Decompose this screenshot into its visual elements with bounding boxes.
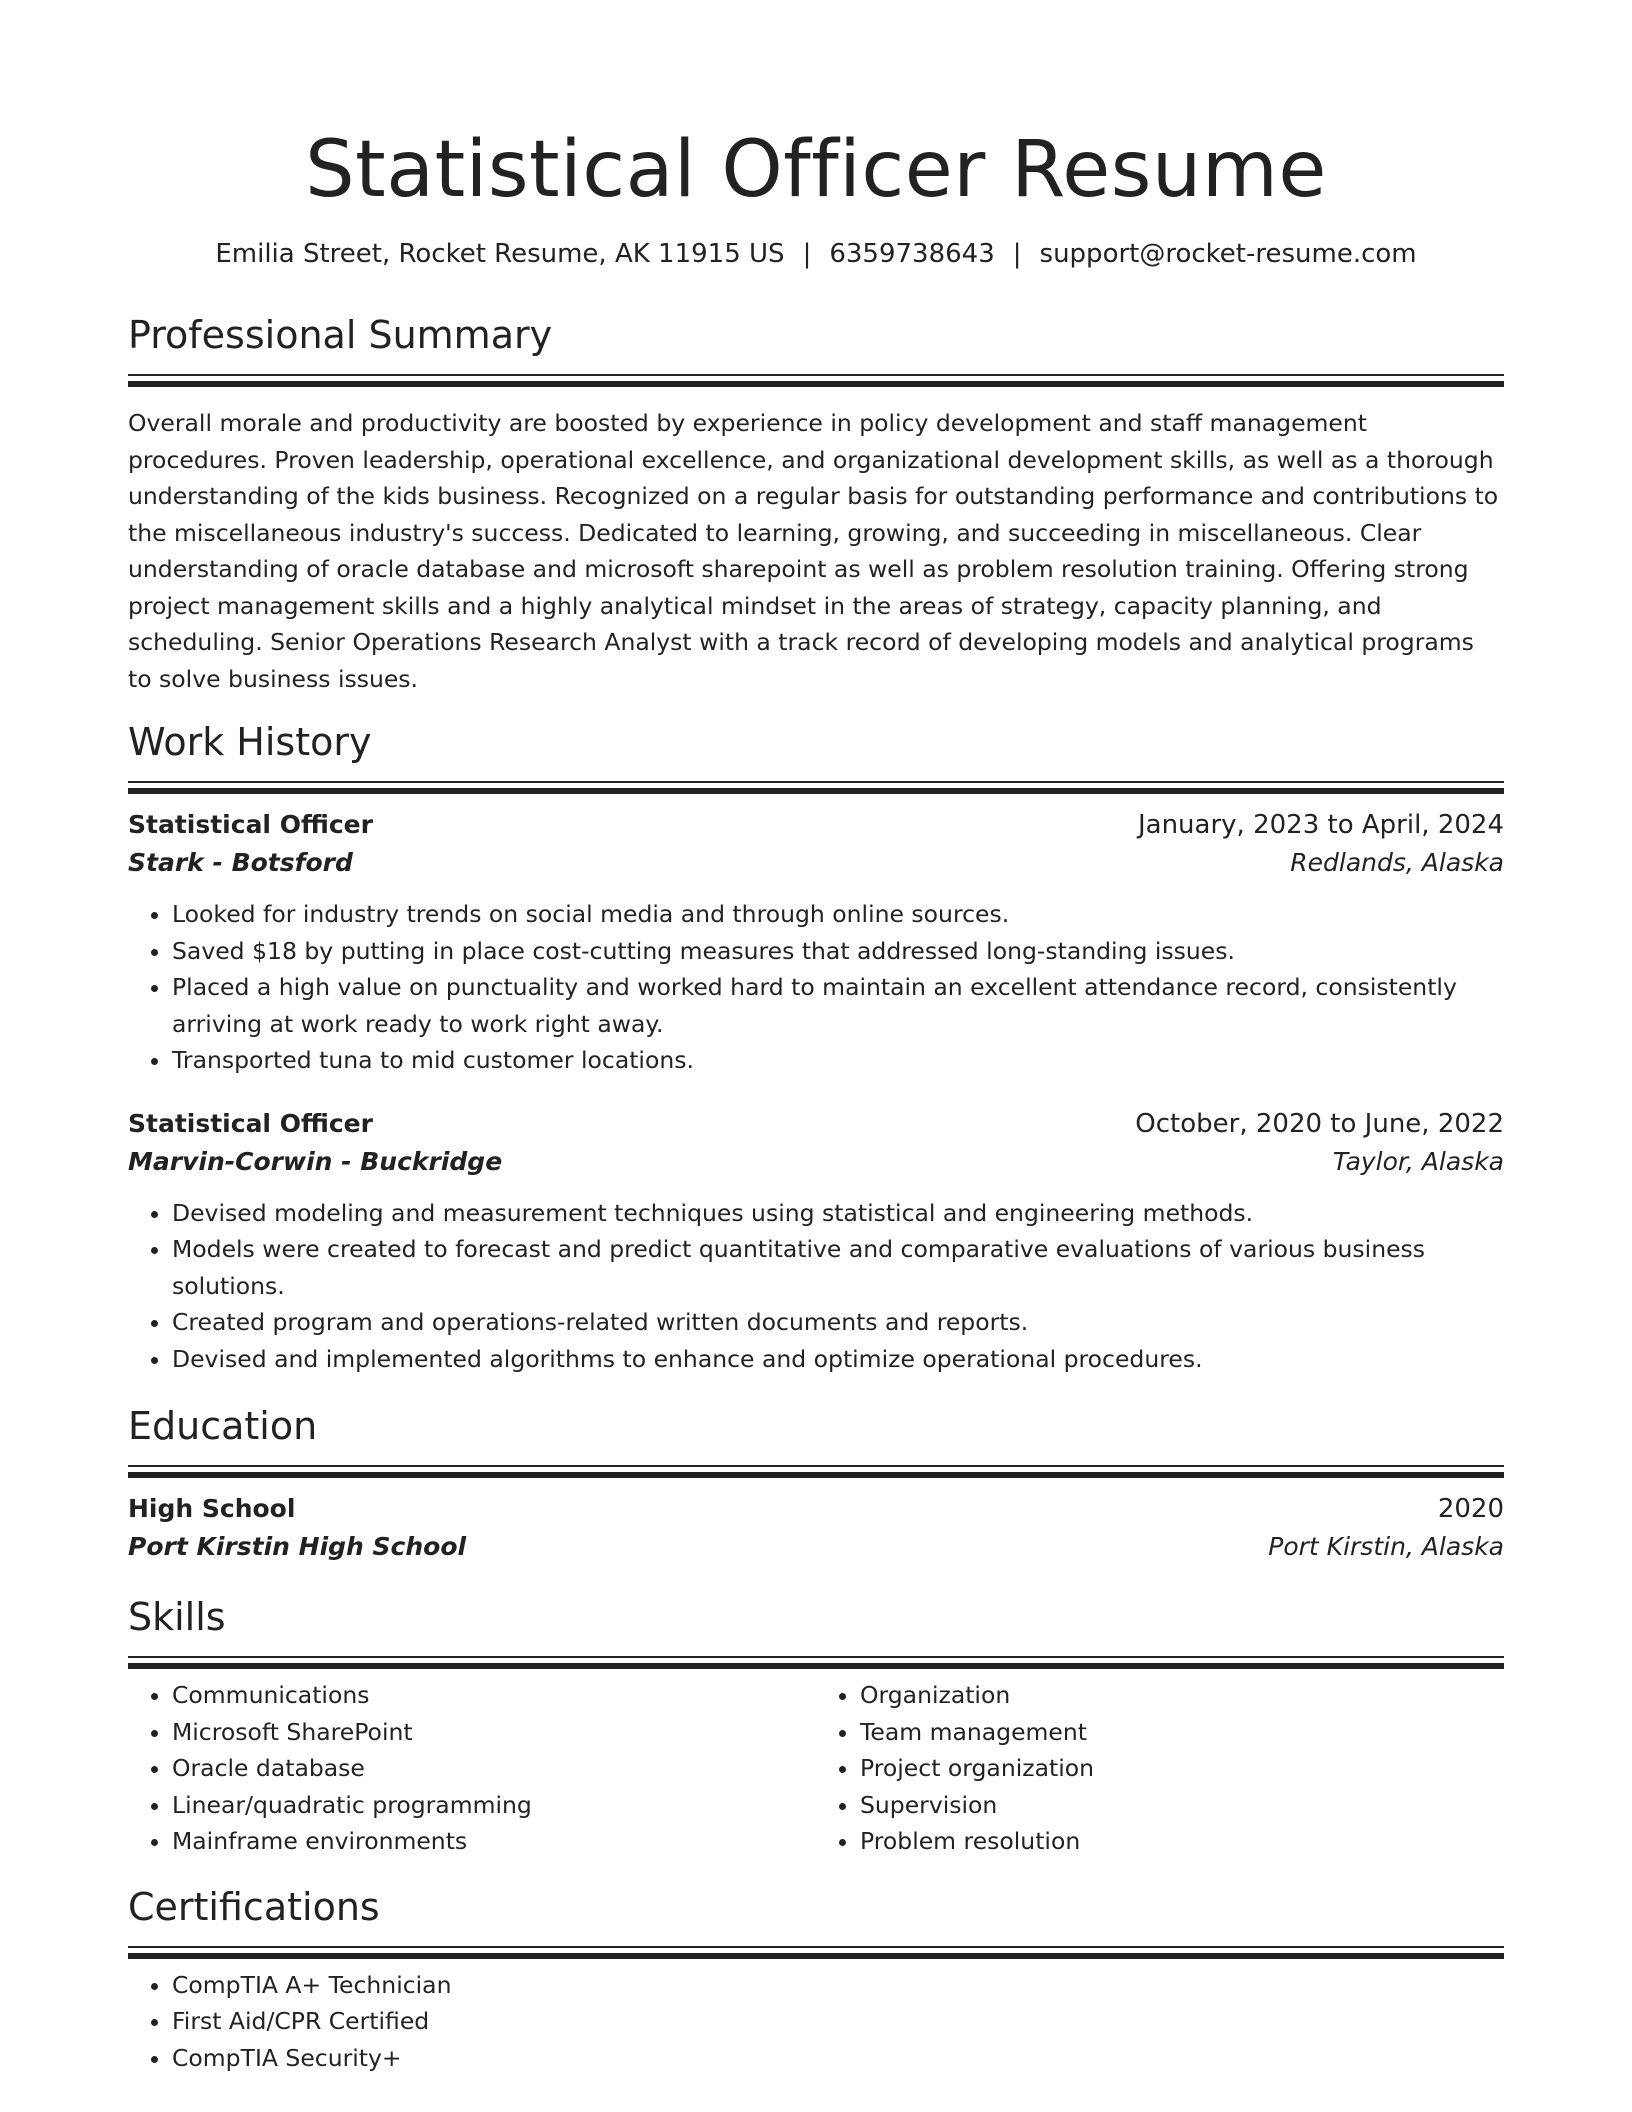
job-dates: October, 2020 to June, 2022 <box>1135 1108 1504 1139</box>
certification-item: • CompTIA A+ Technician <box>172 1967 1504 2004</box>
contact-phone: 6359738643 <box>829 239 995 269</box>
job-location: Redlands, Alaska <box>1290 848 1504 877</box>
contact-email: support@rocket-resume.com <box>1039 239 1417 269</box>
section-divider <box>128 1946 1504 1953</box>
job-entry <box>128 806 1504 1079</box>
contact-line <box>128 236 1504 272</box>
section-education-header <box>128 1401 1504 1472</box>
skill-item: • Linear/quadratic programming <box>172 1787 816 1824</box>
skill-item: • Problem resolution <box>860 1823 1504 1860</box>
job-company-row <box>128 844 1504 882</box>
list-item: • Devised and implemented algorithms to enhance and optimize operational procedures. <box>172 1341 1504 1378</box>
education-school: Port Kirstin High School <box>128 1532 467 1561</box>
list-item: • Models were created to forecast and predict quantitative and comparative evaluations of various business solutions. <box>172 1231 1504 1304</box>
skill-item: • Project organization <box>860 1750 1504 1787</box>
list-item: • Looked for industry trends on social media and through online sources. <box>172 896 1504 933</box>
section-divider <box>128 781 1504 788</box>
skills-list <box>816 1677 1504 1860</box>
section-summary-header <box>128 310 1504 381</box>
page-title: Statistical Officer Resume <box>305 125 1327 215</box>
skills-list <box>128 1677 816 1860</box>
education-location: Port Kirstin, Alaska <box>1268 1532 1504 1561</box>
job-header-row <box>128 1105 1504 1143</box>
skill-item: • Mainframe environments <box>172 1823 816 1860</box>
job-header-row <box>128 806 1504 844</box>
list-item: • Placed a high value on punctuality and worked hard to maintain an excellent attendance record, consistently arriving at work ready to work right away. <box>172 969 1504 1042</box>
education-header-row <box>128 1490 1504 1528</box>
education-entry <box>128 1490 1504 1566</box>
skill-item: • Team management <box>860 1714 1504 1751</box>
section-certifications-header <box>128 1882 1504 1953</box>
section-divider <box>128 1656 1504 1663</box>
skill-item: • Supervision <box>860 1787 1504 1824</box>
contact-separator: | <box>1012 239 1022 269</box>
job-bullets <box>128 896 1504 1079</box>
section-divider <box>128 374 1504 381</box>
job-bullets <box>128 1195 1504 1378</box>
certifications-list <box>128 1967 1504 2077</box>
education-degree: High School <box>128 1494 296 1523</box>
education-school-row <box>128 1528 1504 1566</box>
skills-column-right <box>816 1677 1504 1860</box>
section-title-skills: Skills <box>128 1595 226 1639</box>
skills-column-left <box>128 1677 816 1860</box>
section-title-certifications: Certifications <box>128 1884 380 1929</box>
job-company-row <box>128 1143 1504 1181</box>
job-dates: January, 2023 to April, 2024 <box>1137 810 1504 840</box>
contact-address: Emilia Street, Rocket Resume, AK 11915 US <box>215 239 785 269</box>
education-year: 2020 <box>1437 1494 1504 1524</box>
job-title: Statistical Officer <box>128 1108 373 1138</box>
list-item: • Devised modeling and measurement techniques using statistical and engineering methods. <box>172 1195 1504 1232</box>
skill-item: • Microsoft SharePoint <box>172 1714 816 1751</box>
section-divider <box>128 1465 1504 1472</box>
certification-item: • CompTIA Security+ <box>172 2040 1504 2077</box>
section-title-work: Work History <box>128 720 372 764</box>
section-skills-header <box>128 1592 1504 1663</box>
skill-item: • Communications <box>172 1677 816 1714</box>
skill-item: • Organization <box>860 1677 1504 1714</box>
job-company: Stark - Botsford <box>128 848 353 877</box>
skills-grid <box>128 1677 1504 1860</box>
section-work-header <box>128 717 1504 788</box>
job-entry <box>128 1105 1504 1378</box>
section-title-summary: Professional Summary <box>128 313 553 357</box>
job-company: Marvin-Corwin - Buckridge <box>128 1146 503 1176</box>
job-title: Statistical Officer <box>128 810 373 839</box>
list-item: • Saved $18 by putting in place cost-cutting measures that addressed long-standing issues. <box>172 933 1504 970</box>
contact-separator: | <box>802 239 812 269</box>
list-item: • Transported tuna to mid customer locations. <box>172 1042 1504 1079</box>
certification-item: • First Aid/CPR Certified <box>172 2003 1504 2040</box>
job-location: Taylor, Alaska <box>1332 1146 1504 1176</box>
skill-item: • Oracle database <box>172 1750 816 1787</box>
summary-text: Overall morale and productivity are boosted by experience in policy development and staff management procedures. Proven leadership, operational excellence, and organizational development skills, as well as a thorough understanding of the kids business. Recognized on a regular basis for outstanding performance and contributions to the miscellaneous industry's success. Dedicated to learning, growing, and succeeding in miscellaneous. Clear understanding of oracle database and microsoft sharepoint as well as problem resolution training. Offering strong project management skills and a highly analytical mindset in the areas of strategy, capacity planning, and scheduling. Senior Operations Research Analyst with a track record of developing models and analytical programs to solve business issues. <box>128 409 1499 693</box>
section-title-education: Education <box>128 1404 318 1448</box>
list-item: • Created program and operations-related written documents and reports. <box>172 1304 1504 1341</box>
